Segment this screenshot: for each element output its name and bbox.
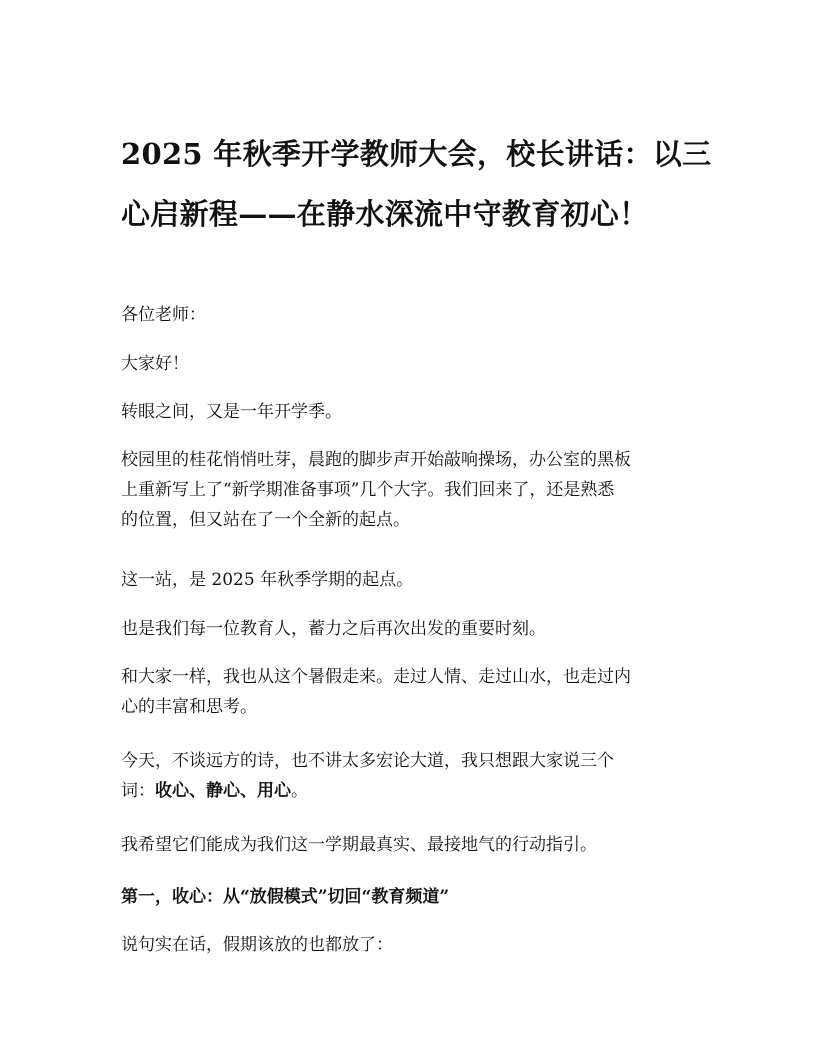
paragraph-3 [121, 397, 701, 427]
paragraph-line: 这一站，是 2025 年秋季学期的起点。 [121, 570, 414, 590]
paragraph-line: 上重新写上了“新学期准备事项”几个大字。我们回来了，还是熟悉 [121, 480, 615, 500]
paragraph-line: 和大家一样，我也从这个暑假走来。走过人情、走过山水，也走过内 [121, 667, 631, 687]
paragraph-5 [121, 565, 701, 595]
paragraph-line: 转眼之间，又是一年开学季。 [121, 402, 342, 422]
paragraph-line: 也是我们每一位教育人，蓄力之后再次出发的重要时刻。 [121, 619, 546, 639]
paragraph-line: 的位置，但又站在了一个全新的起点。 [121, 510, 410, 530]
paragraph-line [121, 776, 701, 806]
text-run: 词： [121, 781, 155, 801]
text-run: 。 [291, 781, 308, 801]
paragraph-9 [121, 830, 701, 860]
paragraph-8 [121, 746, 701, 806]
paragraph-line: 心的丰富和思考。 [121, 697, 257, 717]
paragraph-greeting [121, 349, 701, 379]
paragraph-salutation [121, 300, 701, 330]
paragraph-4 [121, 445, 701, 535]
title-line-1: 2025 年秋季开学教师大会，校长讲话：以三 [121, 137, 712, 171]
section-heading-1 [121, 882, 701, 912]
paragraph-7 [121, 662, 701, 722]
paragraph-6 [121, 614, 701, 644]
paragraph-line: 我希望它们能成为我们这一学期最真实、最接地气的行动指引。 [121, 835, 597, 855]
paragraph-line: 校园里的桂花悄悄吐芽，晨跑的脚步声开始敲响操场，办公室的黑板 [121, 450, 631, 470]
paragraph-line: 大家好！ [121, 354, 189, 374]
title-line-2: 心启新程——在静水深流中守教育初心！ [121, 197, 649, 231]
paragraph-line: 说句实在话，假期该放的也都放了： [121, 935, 393, 955]
heading-line: 第一，收心：从“放假模式”切回“教育频道” [121, 887, 450, 907]
paragraph-line: 今天，不谈远方的诗，也不讲太多宏论大道，我只想跟大家说三个 [121, 751, 614, 771]
paragraph-line: 各位老师： [121, 305, 206, 325]
document-title [121, 124, 712, 244]
paragraph-11 [121, 930, 701, 960]
emphasis-text: 收心、静心、用心 [155, 781, 291, 801]
